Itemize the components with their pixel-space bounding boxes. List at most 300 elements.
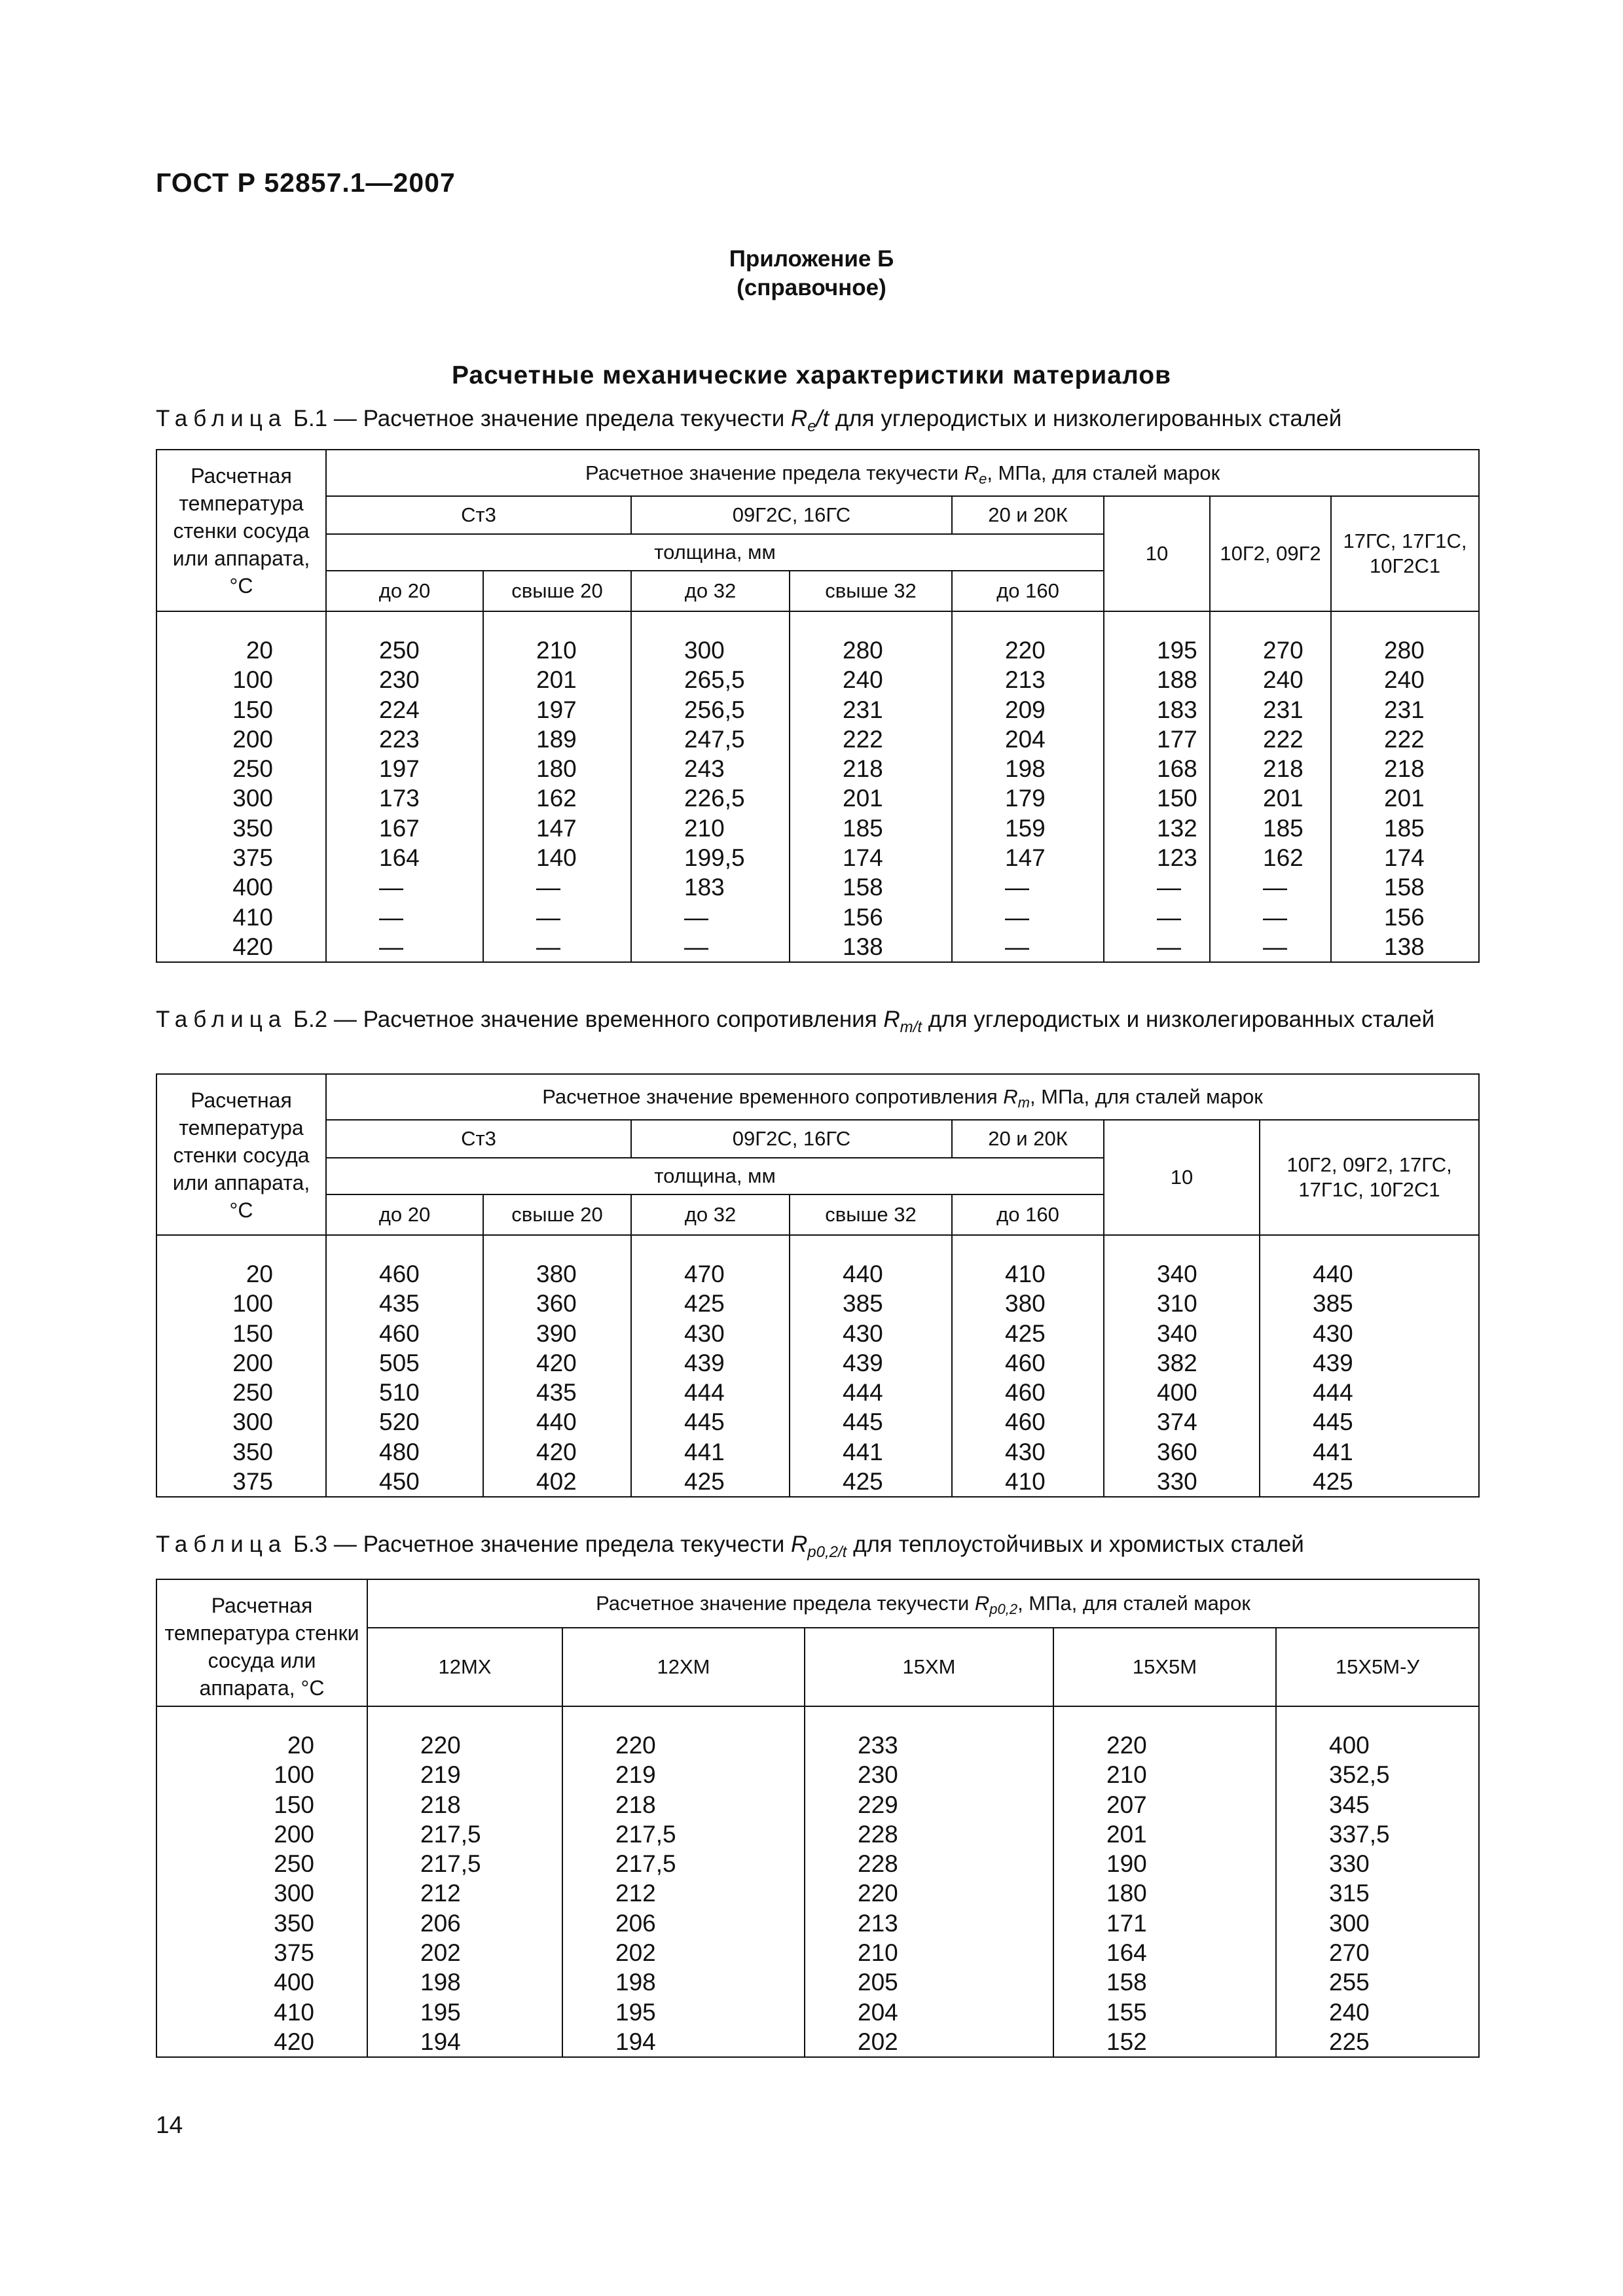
value-cell: 155 <box>1053 1998 1276 2027</box>
value-cell: 204 <box>952 725 1104 754</box>
table-row <box>156 1259 1479 1289</box>
value-cell: 189 <box>483 725 631 754</box>
gap-cell <box>1276 1706 1479 1731</box>
temperature-cell: 200 <box>156 725 326 754</box>
value-cell: 445 <box>790 1407 952 1437</box>
value-cell: 315 <box>1276 1878 1479 1908</box>
value-cell: 460 <box>952 1378 1104 1407</box>
table1-thickness-label: толщина, мм <box>326 534 1104 571</box>
value-cell: 158 <box>790 872 952 902</box>
value-cell: 430 <box>790 1319 952 1348</box>
temperature-cell: 400 <box>156 1967 367 1997</box>
value-cell: — <box>326 903 483 932</box>
temperature-cell: 350 <box>156 1437 326 1467</box>
value-cell: 460 <box>952 1407 1104 1437</box>
gap-cell <box>631 611 790 636</box>
value-cell: 231 <box>790 695 952 725</box>
value-cell: 229 <box>805 1790 1053 1820</box>
table-row <box>156 843 1479 872</box>
value-cell: 300 <box>631 636 790 665</box>
gap-cell <box>156 611 326 636</box>
value-cell: — <box>952 903 1104 932</box>
table1-group-header-pre: Расчетное значение предела текучести <box>585 461 959 484</box>
table2-thickness-cell: до 32 <box>631 1194 790 1235</box>
value-cell: 164 <box>1053 1938 1276 1967</box>
temperature-cell: 200 <box>156 1348 326 1378</box>
value-cell: 209 <box>952 695 1104 725</box>
table2-caption-main: Б.2 — Расчетное значение временного сопротивления <box>293 1007 877 1032</box>
value-cell: 194 <box>562 2027 805 2057</box>
value-cell: 382 <box>1104 1348 1260 1378</box>
table3-body <box>156 1706 1479 2057</box>
table1-caption-after: /t <box>816 406 830 431</box>
value-cell: 159 <box>952 814 1104 843</box>
table1-grade-10: 10 <box>1104 496 1210 611</box>
table3 <box>156 1579 1480 2058</box>
value-cell: 430 <box>631 1319 790 1348</box>
table-row <box>156 725 1479 754</box>
value-cell: 218 <box>562 1790 805 1820</box>
temperature-cell: 350 <box>156 1909 367 1938</box>
value-cell: 440 <box>790 1259 952 1289</box>
header-body-gap <box>156 1706 1479 1731</box>
value-cell: 270 <box>1276 1938 1479 1967</box>
table1-grade-st3: Ст3 <box>326 496 631 534</box>
temperature-cell: 200 <box>156 1820 367 1849</box>
value-cell: 210 <box>631 814 790 843</box>
value-cell: 205 <box>805 1967 1053 1997</box>
value-cell: 207 <box>1053 1790 1276 1820</box>
gap-cell <box>631 1235 790 1259</box>
temperature-cell: 375 <box>156 843 326 872</box>
table-row <box>156 695 1479 725</box>
value-cell: 185 <box>1210 814 1331 843</box>
gap-cell <box>805 1706 1053 1731</box>
value-cell: 450 <box>326 1467 483 1497</box>
value-cell: — <box>1104 872 1210 902</box>
table2-body <box>156 1235 1479 1497</box>
value-cell: 222 <box>1331 725 1479 754</box>
value-cell: 212 <box>367 1878 562 1908</box>
table3-grade-15kh5m: 15Х5М <box>1053 1628 1276 1706</box>
page-number: 14 <box>156 2111 183 2138</box>
value-cell: 224 <box>326 695 483 725</box>
table3-caption <box>156 1530 1478 1559</box>
table-row <box>156 636 1479 665</box>
value-cell: 222 <box>1210 725 1331 754</box>
value-cell: 270 <box>1210 636 1331 665</box>
temperature-cell: 410 <box>156 903 326 932</box>
table-row <box>156 1938 1479 1967</box>
value-cell: 247,5 <box>631 725 790 754</box>
value-cell: 194 <box>367 2027 562 2057</box>
value-cell: 435 <box>326 1289 483 1318</box>
table2-group-header <box>326 1074 1479 1120</box>
value-cell: 340 <box>1104 1319 1260 1348</box>
value-cell: — <box>1210 903 1331 932</box>
value-cell: 425 <box>1260 1467 1479 1497</box>
value-cell: 380 <box>483 1259 631 1289</box>
value-cell: 460 <box>326 1319 483 1348</box>
table1-caption-main: Б.1 — Расчетное значение предела текучести <box>293 406 785 431</box>
appendix-note: (справочное) <box>737 275 886 300</box>
table-row <box>156 1878 1479 1908</box>
table3-grade-15khm: 15ХМ <box>805 1628 1053 1706</box>
value-cell: 340 <box>1104 1259 1260 1289</box>
table1-body <box>156 611 1479 962</box>
value-cell: 132 <box>1104 814 1210 843</box>
value-cell: — <box>483 903 631 932</box>
table1-group-header-post: , МПа, для сталей марок <box>987 461 1220 484</box>
table1-thickness-cell: до 160 <box>952 571 1104 611</box>
value-cell: 420 <box>483 1348 631 1378</box>
value-cell: 440 <box>1260 1259 1479 1289</box>
value-cell: 223 <box>326 725 483 754</box>
table-row <box>156 783 1479 813</box>
value-cell: 510 <box>326 1378 483 1407</box>
temperature-cell: 100 <box>156 1289 326 1318</box>
gap-cell <box>952 1235 1104 1259</box>
value-cell: 439 <box>790 1348 952 1378</box>
value-cell: 220 <box>562 1731 805 1760</box>
table-row <box>156 1909 1479 1938</box>
value-cell: 300 <box>1276 1909 1479 1938</box>
value-cell: 174 <box>1331 843 1479 872</box>
table2-grade-10g2: 10Г2, 09Г2, 17ГС, 17Г1С, 10Г2С1 <box>1260 1120 1479 1235</box>
table-row <box>156 1998 1479 2027</box>
value-cell: 201 <box>1210 783 1331 813</box>
value-cell: 445 <box>631 1407 790 1437</box>
value-cell: 352,5 <box>1276 1760 1479 1789</box>
value-cell: 256,5 <box>631 695 790 725</box>
value-cell: 171 <box>1053 1909 1276 1938</box>
gap-cell <box>952 611 1104 636</box>
table3-grade-15kh5m-u: 15Х5М-У <box>1276 1628 1479 1706</box>
value-cell: 210 <box>1053 1760 1276 1789</box>
value-cell: 226,5 <box>631 783 790 813</box>
value-cell: — <box>483 932 631 962</box>
table3-caption-tail: для теплоустойчивых и хромистых сталей <box>853 1532 1304 1557</box>
gap-cell <box>367 1706 562 1731</box>
value-cell: 228 <box>805 1820 1053 1849</box>
value-cell: 158 <box>1053 1967 1276 1997</box>
value-cell: 164 <box>326 843 483 872</box>
table1-grade-09g2s: 09Г2С, 16ГС <box>631 496 952 534</box>
value-cell: 402 <box>483 1467 631 1497</box>
table3-group-header <box>367 1579 1479 1628</box>
value-cell: 345 <box>1276 1790 1479 1820</box>
temperature-cell: 420 <box>156 2027 367 2057</box>
value-cell: 168 <box>1104 754 1210 783</box>
value-cell: 425 <box>790 1467 952 1497</box>
value-cell: 147 <box>483 814 631 843</box>
temperature-cell: 250 <box>156 754 326 783</box>
table2-group-header-symbol: R <box>1003 1085 1018 1108</box>
value-cell: 213 <box>952 665 1104 694</box>
value-cell: 202 <box>805 2027 1053 2057</box>
value-cell: 197 <box>483 695 631 725</box>
value-cell: 167 <box>326 814 483 843</box>
value-cell: — <box>631 932 790 962</box>
gap-cell <box>1260 1235 1479 1259</box>
value-cell: 201 <box>1053 1820 1276 1849</box>
temperature-cell: 150 <box>156 1319 326 1348</box>
gap-cell <box>156 1235 326 1259</box>
value-cell: 219 <box>562 1760 805 1789</box>
table1-thickness-cell: до 20 <box>326 571 483 611</box>
value-cell: 217,5 <box>562 1849 805 1878</box>
value-cell: 217,5 <box>367 1849 562 1878</box>
table3-group-header-post: , МПа, для сталей марок <box>1017 1592 1250 1615</box>
table2-grade-st3: Ст3 <box>326 1120 631 1158</box>
table2-grade-09g2s: 09Г2С, 16ГС <box>631 1120 952 1158</box>
value-cell: 212 <box>562 1878 805 1908</box>
table2 <box>156 1073 1480 1498</box>
value-cell: 310 <box>1104 1289 1260 1318</box>
value-cell: 158 <box>1331 872 1479 902</box>
value-cell: 156 <box>790 903 952 932</box>
gap-cell <box>1210 611 1331 636</box>
value-cell: 218 <box>1331 754 1479 783</box>
value-cell: 410 <box>952 1259 1104 1289</box>
value-cell: 425 <box>631 1289 790 1318</box>
value-cell: 195 <box>562 1998 805 2027</box>
appendix-title: Приложение Б <box>729 246 894 272</box>
value-cell: 240 <box>1276 1998 1479 2027</box>
value-cell: 206 <box>367 1909 562 1938</box>
table2-group-header-pre: Расчетное значение временного сопротивления <box>542 1085 998 1108</box>
table-row <box>156 1348 1479 1378</box>
table2-caption-prefix: Таблица <box>156 1007 287 1032</box>
temperature-cell: 300 <box>156 783 326 813</box>
table-row <box>156 872 1479 902</box>
table2-group-header-sub: m <box>1017 1094 1030 1111</box>
value-cell: 444 <box>790 1378 952 1407</box>
value-cell: — <box>952 872 1104 902</box>
value-cell: 185 <box>1331 814 1479 843</box>
value-cell: — <box>326 872 483 902</box>
section-title: Расчетные механические характеристики материалов <box>451 361 1172 389</box>
value-cell: 220 <box>1053 1731 1276 1760</box>
value-cell: 218 <box>367 1790 562 1820</box>
value-cell: 152 <box>1053 2027 1276 2057</box>
value-cell: 162 <box>1210 843 1331 872</box>
value-cell: 330 <box>1104 1467 1260 1497</box>
table1 <box>156 449 1480 963</box>
value-cell: 198 <box>562 1967 805 1997</box>
value-cell: 204 <box>805 1998 1053 2027</box>
table2-caption-symbol: R <box>883 1007 900 1032</box>
table3-caption-prefix: Таблица <box>156 1532 287 1557</box>
table1-caption-prefix: Таблица <box>156 406 287 431</box>
table3-group-header-symbol: R <box>974 1592 990 1615</box>
gap-cell <box>790 611 952 636</box>
value-cell: 230 <box>805 1760 1053 1789</box>
table1-group-header-sub: e <box>979 470 987 487</box>
value-cell: — <box>631 903 790 932</box>
value-cell: 430 <box>1260 1319 1479 1348</box>
table1-caption-tail: для углеродистых и низколегированных сталей <box>835 406 1342 431</box>
value-cell: 441 <box>790 1437 952 1467</box>
document-code: ГОСТ Р 52857.1—2007 <box>156 168 456 198</box>
table2-caption <box>156 1005 1478 1034</box>
table-row <box>156 1467 1479 1497</box>
value-cell: — <box>1104 932 1210 962</box>
table-row <box>156 1407 1479 1437</box>
value-cell: 360 <box>483 1289 631 1318</box>
value-cell: 218 <box>1210 754 1331 783</box>
table1-caption-symbol: R <box>791 406 808 431</box>
value-cell: 217,5 <box>562 1820 805 1849</box>
value-cell: 470 <box>631 1259 790 1289</box>
header-body-gap <box>156 611 1479 636</box>
table-row <box>156 1790 1479 1820</box>
temperature-cell: 100 <box>156 1760 367 1789</box>
table-row <box>156 1319 1479 1348</box>
gap-cell <box>483 611 631 636</box>
value-cell: 220 <box>952 636 1104 665</box>
value-cell: 240 <box>1331 665 1479 694</box>
table-row <box>156 1967 1479 1997</box>
gap-cell <box>562 1706 805 1731</box>
value-cell: 330 <box>1276 1849 1479 1878</box>
value-cell: 420 <box>483 1437 631 1467</box>
table-row <box>156 1437 1479 1467</box>
table1-caption <box>156 404 1478 433</box>
value-cell: 123 <box>1104 843 1210 872</box>
value-cell: 219 <box>367 1760 562 1789</box>
temperature-cell: 410 <box>156 1998 367 2027</box>
table-row <box>156 1849 1479 1878</box>
gap-cell <box>483 1235 631 1259</box>
value-cell: 240 <box>1210 665 1331 694</box>
table2-thickness-cell: свыше 32 <box>790 1194 952 1235</box>
value-cell: 140 <box>483 843 631 872</box>
value-cell: 220 <box>805 1878 1053 1908</box>
table1-grade-20: 20 и 20К <box>952 496 1104 534</box>
value-cell: 173 <box>326 783 483 813</box>
value-cell: 222 <box>790 725 952 754</box>
table1-caption-sub: e <box>807 418 816 435</box>
table2-group-header-post: , МПа, для сталей марок <box>1029 1085 1263 1108</box>
value-cell: 441 <box>631 1437 790 1467</box>
table2-grade-20: 20 и 20К <box>952 1120 1104 1158</box>
temperature-cell: 375 <box>156 1467 326 1497</box>
gap-cell <box>1053 1706 1276 1731</box>
value-cell: 337,5 <box>1276 1820 1479 1849</box>
table2-thickness-label: толщина, мм <box>326 1158 1104 1194</box>
table2-corner-header: Расчетная температура стенки сосуда или аппарата, °C <box>156 1074 326 1235</box>
value-cell: 360 <box>1104 1437 1260 1467</box>
value-cell: 206 <box>562 1909 805 1938</box>
value-cell: 195 <box>367 1998 562 2027</box>
value-cell: 217,5 <box>367 1820 562 1849</box>
table-row <box>156 665 1479 694</box>
value-cell: 390 <box>483 1319 631 1348</box>
temperature-cell: 20 <box>156 1731 367 1760</box>
value-cell: 435 <box>483 1378 631 1407</box>
temperature-cell: 20 <box>156 636 326 665</box>
value-cell: 505 <box>326 1348 483 1378</box>
value-cell: 430 <box>952 1437 1104 1467</box>
value-cell: 162 <box>483 783 631 813</box>
table-row <box>156 1731 1479 1760</box>
value-cell: 179 <box>952 783 1104 813</box>
temperature-cell: 250 <box>156 1849 367 1878</box>
value-cell: 180 <box>1053 1878 1276 1908</box>
value-cell: 240 <box>790 665 952 694</box>
value-cell: 180 <box>483 754 631 783</box>
table2-thickness-cell: свыше 20 <box>483 1194 631 1235</box>
temperature-cell: 300 <box>156 1407 326 1437</box>
value-cell: 231 <box>1331 695 1479 725</box>
temperature-cell: 150 <box>156 695 326 725</box>
value-cell: 138 <box>1331 932 1479 962</box>
gap-cell <box>326 1235 483 1259</box>
value-cell: 425 <box>952 1319 1104 1348</box>
table-row <box>156 814 1479 843</box>
value-cell: 198 <box>952 754 1104 783</box>
value-cell: 441 <box>1260 1437 1479 1467</box>
value-cell: 201 <box>790 783 952 813</box>
value-cell: 183 <box>631 872 790 902</box>
value-cell: 150 <box>1104 783 1210 813</box>
table-row <box>156 754 1479 783</box>
value-cell: 231 <box>1210 695 1331 725</box>
gap-cell <box>1331 611 1479 636</box>
value-cell: 198 <box>367 1967 562 1997</box>
table-row <box>156 932 1479 962</box>
table1-thickness-cell: свыше 32 <box>790 571 952 611</box>
value-cell: 480 <box>326 1437 483 1467</box>
gap-cell <box>790 1235 952 1259</box>
gap-cell <box>326 611 483 636</box>
table2-thickness-cell: до 160 <box>952 1194 1104 1235</box>
table3-caption-main: Б.3 — Расчетное значение предела текучести <box>293 1532 785 1557</box>
value-cell: — <box>326 932 483 962</box>
table3-group-header-sub: p0,2 <box>989 1601 1018 1617</box>
temperature-cell: 250 <box>156 1378 326 1407</box>
table3-grade-12mkh: 12МХ <box>367 1628 562 1706</box>
value-cell: 220 <box>367 1731 562 1760</box>
value-cell: 210 <box>805 1938 1053 1967</box>
value-cell: 225 <box>1276 2027 1479 2057</box>
value-cell: 280 <box>1331 636 1479 665</box>
value-cell: 210 <box>483 636 631 665</box>
value-cell: 445 <box>1260 1407 1479 1437</box>
value-cell: — <box>952 932 1104 962</box>
temperature-cell: 375 <box>156 1938 367 1967</box>
value-cell: 218 <box>790 754 952 783</box>
gap-cell <box>1104 1235 1260 1259</box>
table-row <box>156 1378 1479 1407</box>
value-cell: 380 <box>952 1289 1104 1318</box>
value-cell: 195 <box>1104 636 1210 665</box>
value-cell: — <box>1210 872 1331 902</box>
value-cell: 230 <box>326 665 483 694</box>
value-cell: 199,5 <box>631 843 790 872</box>
gap-cell <box>156 1706 367 1731</box>
table2-grade-10: 10 <box>1104 1120 1260 1235</box>
table3-caption-sub: p0,2/t <box>807 1543 847 1561</box>
table1-grade-17gs: 17ГС, 17Г1С, 10Г2С1 <box>1331 496 1479 611</box>
value-cell: 185 <box>790 814 952 843</box>
value-cell: 156 <box>1331 903 1479 932</box>
table1-thickness-cell: до 32 <box>631 571 790 611</box>
value-cell: 177 <box>1104 725 1210 754</box>
table3-corner-header: Расчетная температура стенки сосуда или аппарата, °C <box>156 1579 367 1706</box>
table-row <box>156 1760 1479 1789</box>
